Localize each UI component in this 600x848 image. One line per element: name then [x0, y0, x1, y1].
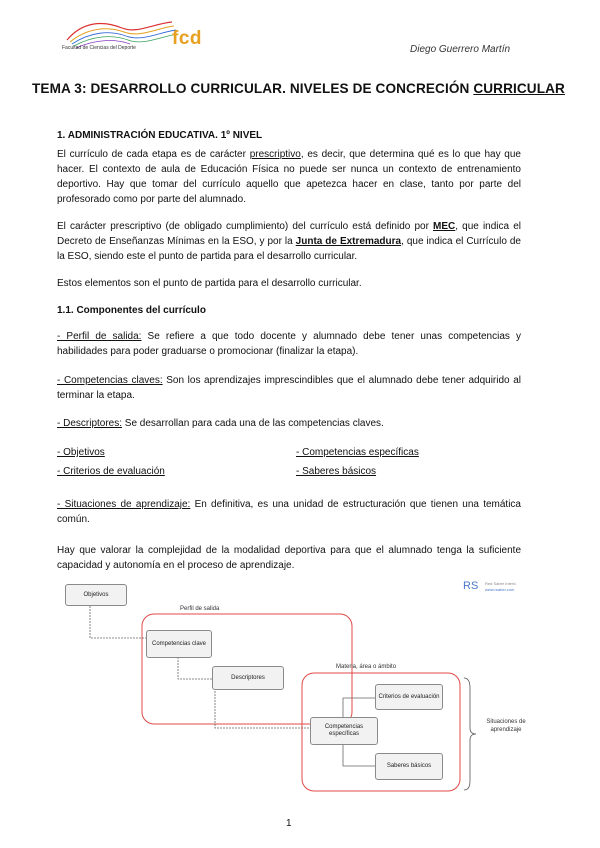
box-descriptores: Descriptores: [212, 666, 284, 690]
connector-compesp-criterios: [343, 698, 375, 718]
paragraph-mec: El carácter prescriptivo (de obligado cumplimiento) del currículo está definido por MEC, que indica el Decreto de Enseñanzas Mínimas en la ESO, y por la Junta de Extremadura, que indica el Currículo de la ESO, siendo este el punto de partida para el desarrollo curricular.: [57, 221, 521, 262]
box-objetivos: Objetivos: [65, 584, 127, 606]
subsection-heading: 1.1. Componentes del currículo: [57, 305, 206, 316]
box-competencias-especificas: Competencias específicas: [310, 717, 378, 745]
paragraph-starting-point: Estos elementos son el punto de partida para el desarrollo curricular.: [57, 278, 362, 289]
box-criterios: Criterios de evaluación: [375, 684, 443, 710]
descriptores: - Descriptores: Se desarrollan para cada una de las competencias claves.: [57, 418, 384, 429]
page-number: 1: [286, 818, 292, 829]
logo-text: Facultad de Ciencias del Deporte: [62, 45, 136, 51]
paragraph-prescriptive: El currículo de cada etapa es de carácter prescriptivo, es decir, que determina qué es lo que hay que hacer. El contexto de aula de Educación Física no puede ser nunca un contexto de entrenamiento deportivo. Hay que tomar del currículo aquello que apetezca hacer en clase, tanto por parte del profesorado como por parte del alumnado.: [57, 149, 521, 205]
list-competencias-especificas: - Competencias específicas: [296, 447, 419, 458]
page-title: [32, 81, 565, 96]
rs-text-1: Red Saber Interd.: [485, 581, 517, 586]
title-main: TEMA 3: DESARROLLO CURRICULAR. NIVELES DE CONCRECIÓN: [32, 81, 474, 96]
connector-obj-comp: [90, 606, 146, 638]
list-saberes: - Saberes básicos: [296, 466, 377, 477]
box-saberes: Saberes básicos: [375, 753, 443, 780]
rs-logo: RS: [463, 580, 479, 592]
author-name: Diego Guerrero Martín: [410, 44, 511, 55]
perfil-salida: - Perfil de salida: Se refiere a que todo docente y alumnado debe tener unas competencias y habilidades para poder graduarse o promocionar (finalizar la etapa).: [57, 331, 521, 357]
section-heading: 1. ADMINISTRACIÓN EDUCATIVA. 1º NIVEL: [57, 130, 263, 141]
diagram-connectors: [60, 578, 540, 798]
connector-desc-compesp: [215, 688, 310, 728]
title-underlined: CURRICULAR: [473, 81, 565, 96]
situaciones-aprendizaje: - Situaciones de aprendizaje: En definitiva, es una unidad de estructuración que tienen una temática común.: [57, 499, 521, 525]
competencias-claves: - Competencias claves: Son los aprendizajes imprescindibles que el alumnado debe tener adquirido al terminar la etapa.: [57, 375, 521, 401]
situaciones-brace: [464, 678, 476, 790]
logo-abbreviation: fcd: [172, 28, 202, 49]
label-perfil: Perfil de salida: [180, 606, 220, 612]
rs-text-2: www.rsaber.com: [485, 587, 515, 592]
list-objetivos: - Objetivos: [57, 447, 105, 458]
label-situaciones: Situaciones de aprendizaje: [486, 719, 526, 733]
connector-compesp-saberes: [343, 743, 375, 766]
label-materia: Materia, área o ámbito: [336, 664, 397, 670]
paragraph-complexity: Hay que valorar la complejidad de la modalidad deportiva para que el alumnado tenga la suficiente capacidad y autonomía en el proceso de aprendizaje.: [57, 545, 521, 571]
list-criterios: - Criterios de evaluación: [57, 466, 165, 477]
box-competencias-clave: Competencias clave: [146, 630, 212, 658]
curriculum-diagram: [60, 578, 540, 798]
